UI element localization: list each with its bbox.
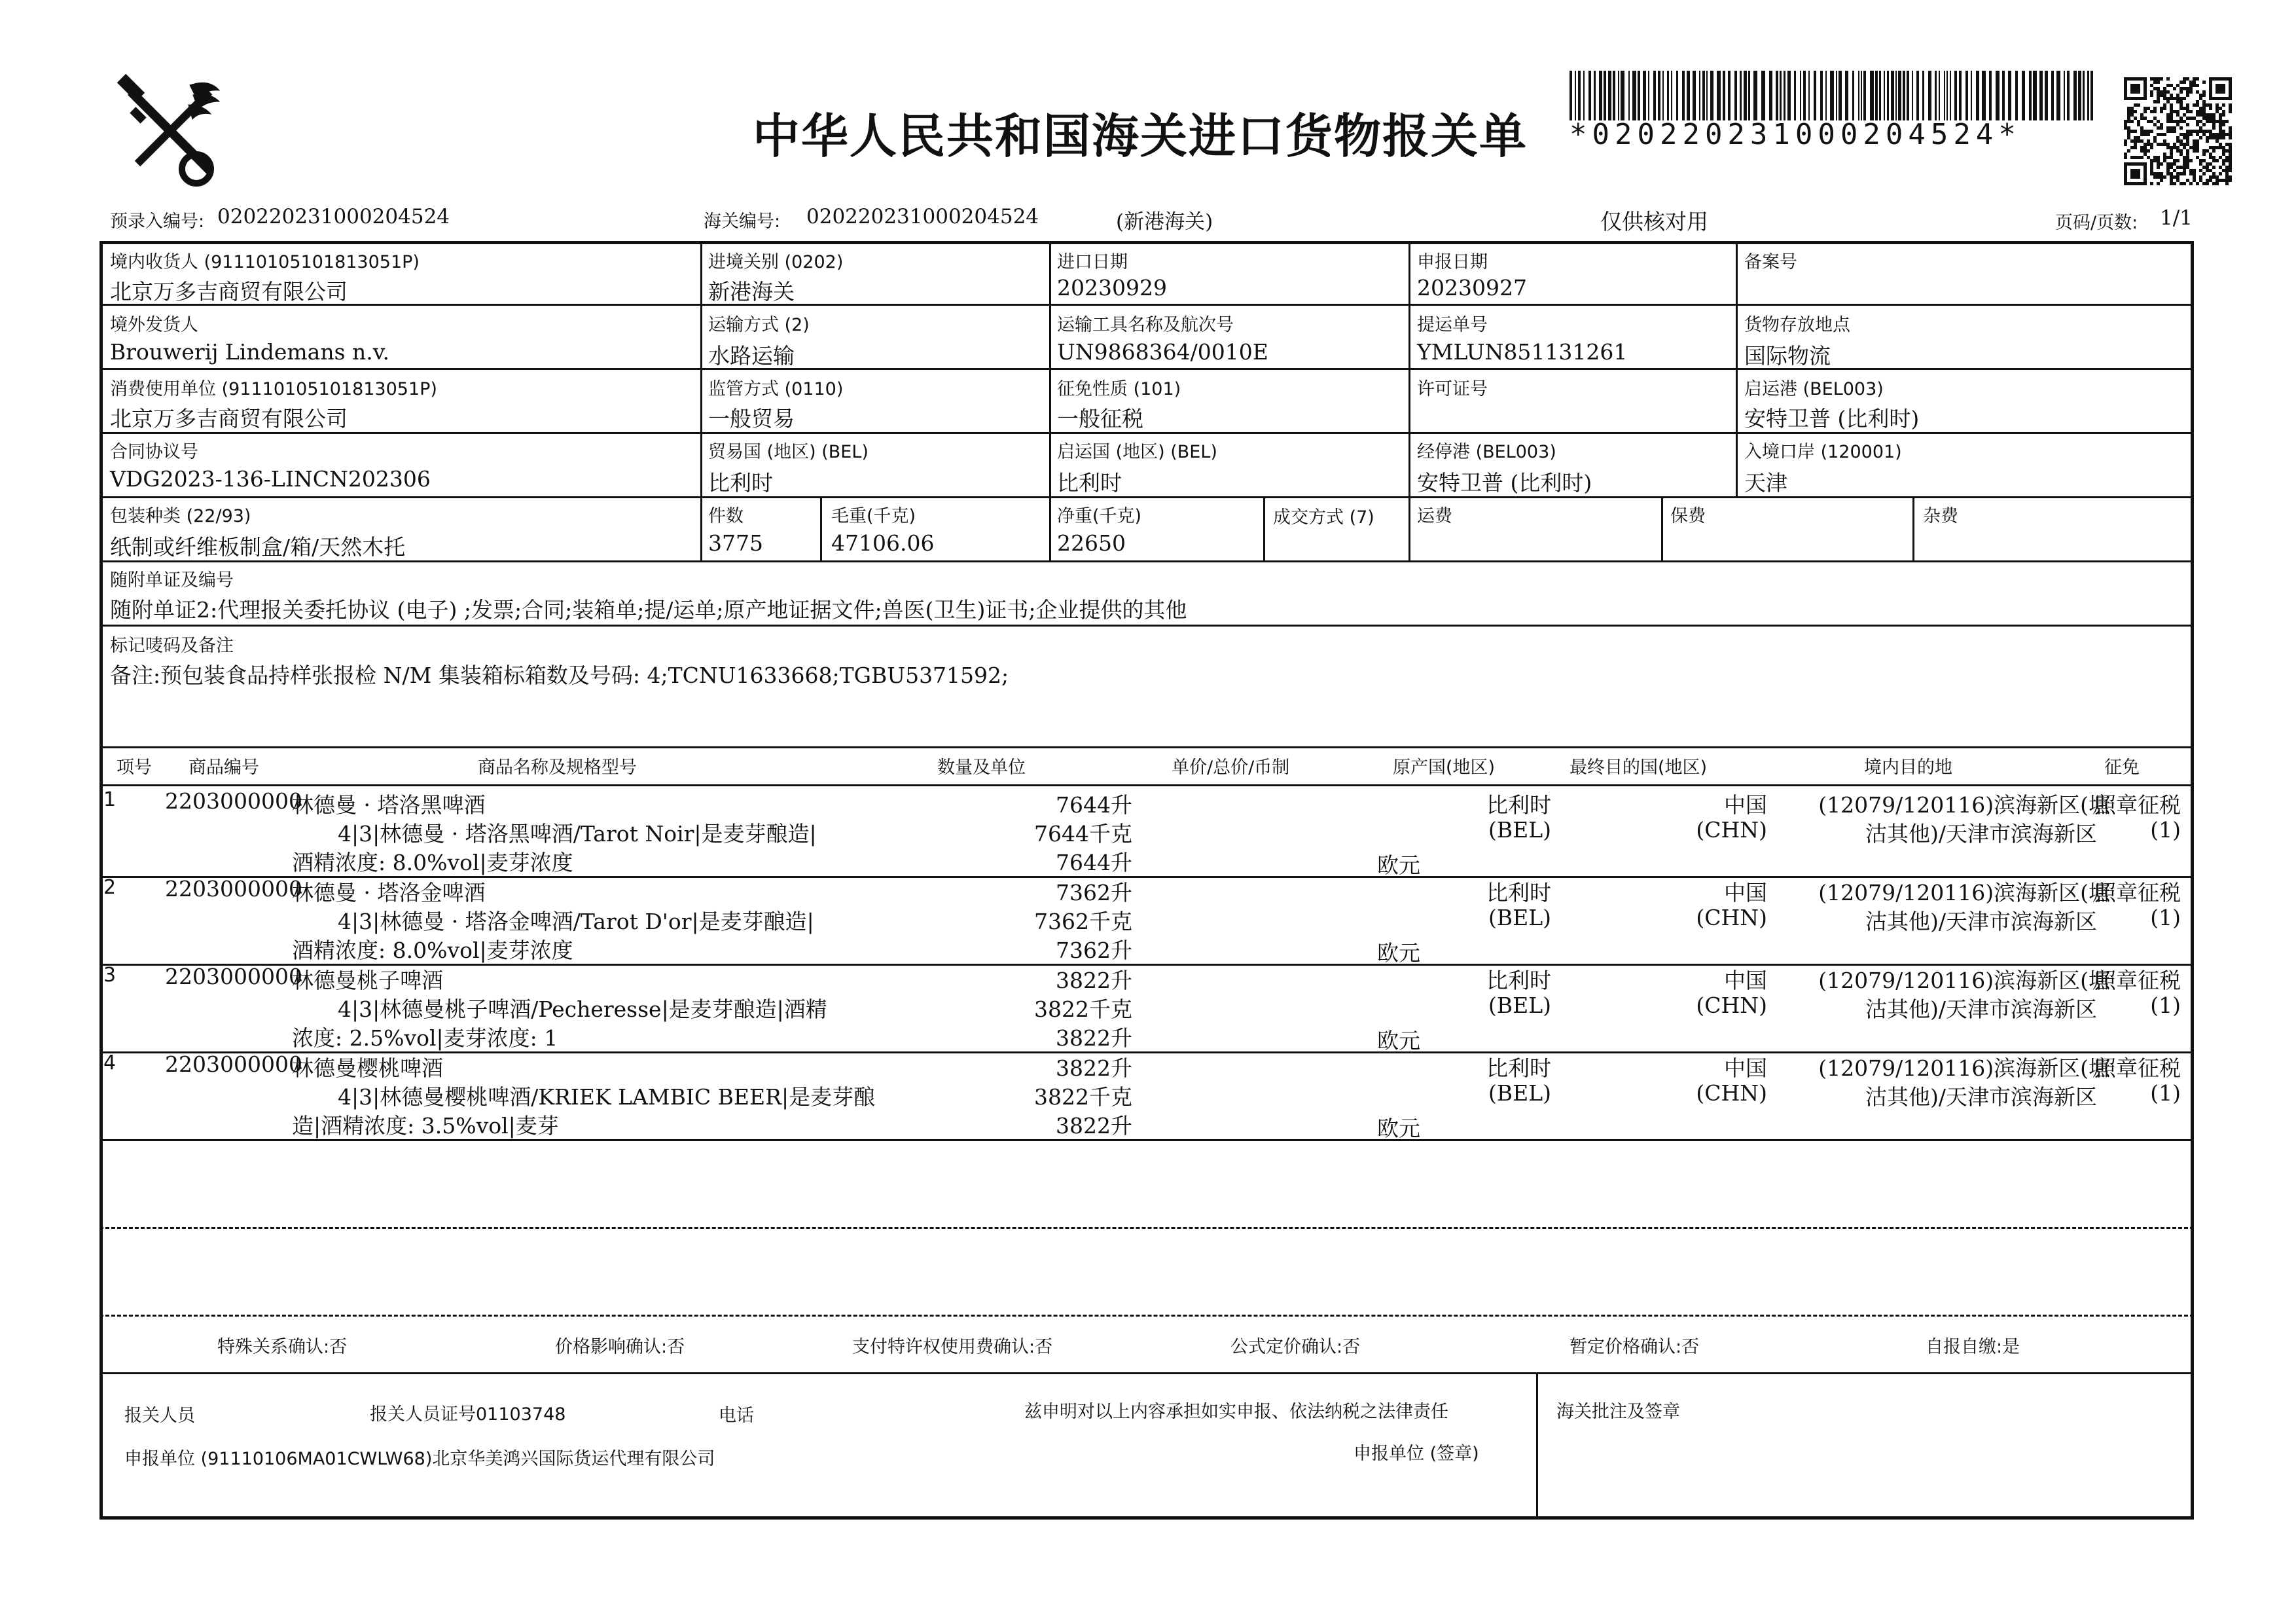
goods-dest: 中国	[1724, 968, 1767, 993]
col-domestic-dest: 境内目的地	[1864, 757, 1952, 778]
goods-origin: 比利时	[1486, 968, 1551, 993]
goods-dest-code: (CHN)	[1696, 1080, 1767, 1106]
net-weight-value: 22650	[1057, 530, 1126, 556]
consignee-value: 北京万多吉商贸有限公司	[110, 279, 348, 304]
goods-tax1: 照章征税	[2094, 968, 2181, 993]
qr-code-icon	[2124, 77, 2232, 185]
col-item-no: 项号	[117, 757, 152, 778]
goods-origin-code: (BEL)	[1488, 993, 1551, 1018]
tax-nature-value: 一般征税	[1057, 406, 1143, 431]
contract-label: 合同协议号	[110, 442, 198, 462]
gross-weight-value: 47106.06	[831, 530, 935, 556]
marks-value: 备注:预包装食品持样张报检 N/M 集装箱标箱数及号码: 4;TCNU1633668;TGBU5371592;	[110, 663, 1009, 688]
trade-country-value: 比利时	[708, 470, 773, 496]
storage-value: 国际物流	[1744, 343, 1831, 369]
declaring-unit: 申报单位 (91110106MA01CWLW68)北京华美鸿兴国际货运代理有限公司	[124, 1449, 715, 1469]
stop-port-label: 经停港 (BEL003)	[1417, 442, 1556, 462]
gross-weight-label: 毛重(千克)	[831, 506, 916, 526]
pieces-label: 件数	[708, 506, 744, 526]
pre-entry-number: 020220231000204524	[217, 205, 450, 228]
col-hs-code: 商品编号	[188, 757, 259, 778]
insurance-label: 保费	[1670, 506, 1706, 526]
special-relation-confirm: 特殊关系确认:否	[217, 1337, 348, 1357]
goods-dest-code: (CHN)	[1696, 993, 1767, 1018]
col-origin: 原产国(地区)	[1393, 757, 1496, 778]
goods-spec2: 酒精浓度: 8.0%vol|麦芽浓度	[292, 938, 573, 963]
import-date-value: 20230929	[1057, 275, 1167, 301]
freight-label: 运费	[1417, 506, 1452, 526]
formula-price-confirm: 公式定价确认:否	[1230, 1337, 1361, 1357]
goods-origin: 比利时	[1486, 1055, 1551, 1081]
goods-code: 2203000000	[165, 964, 302, 989]
goods-q2: 3822千克	[1034, 996, 1132, 1022]
depart-country-label: 启运国 (地区) (BEL)	[1057, 442, 1217, 462]
vessel-value: UN9868364/0010E	[1057, 339, 1268, 365]
col-tax-mode: 征免	[2104, 757, 2140, 778]
import-date-label: 进口日期	[1057, 252, 1128, 272]
goods-no: 4	[103, 1051, 117, 1074]
declare-date-value: 20230927	[1417, 275, 1527, 301]
price-effect-confirm: 价格影响确认:否	[555, 1337, 685, 1357]
goods-no: 2	[103, 876, 117, 899]
shipper-label: 境外发货人	[110, 315, 198, 335]
goods-q1: 7644升	[1056, 792, 1132, 818]
barcode-icon	[1570, 71, 2093, 120]
goods-tax1: 照章征税	[2094, 792, 2181, 818]
goods-currency: 欧元	[1377, 940, 1420, 966]
net-weight-label: 净重(千克)	[1057, 506, 1142, 526]
customs-approval: 海关批注及签章	[1556, 1402, 1680, 1422]
royalty-confirm: 支付特许权使用费确认:否	[852, 1337, 1053, 1357]
goods-origin-code: (BEL)	[1488, 905, 1551, 930]
goods-tax1: 照章征税	[2094, 880, 2181, 905]
page-number: 1/1	[2160, 206, 2193, 230]
goods-q1: 3822升	[1056, 1055, 1132, 1081]
goods-dest: 中国	[1724, 880, 1767, 905]
goods-domestic2: 沽其他)/天津市滨海新区	[1865, 996, 2097, 1022]
goods-origin: 比利时	[1486, 880, 1551, 905]
goods-q1: 3822升	[1056, 968, 1132, 993]
goods-name: 林德曼樱桃啤酒	[292, 1055, 443, 1081]
trade-country-label: 贸易国 (地区) (BEL)	[708, 442, 869, 462]
goods-spec1: 4|3|林德曼樱桃啤酒/KRIEK LAMBIC BEER|是麦芽酿	[338, 1084, 876, 1110]
goods-domestic2: 沽其他)/天津市滨海新区	[1865, 821, 2097, 847]
page-label: 页码/页数:	[2055, 213, 2138, 233]
goods-dest-code: (CHN)	[1696, 905, 1767, 930]
entry-customs-label: 进境关别 (0202)	[708, 252, 844, 272]
deal-mode-label: 成交方式 (7)	[1273, 507, 1374, 528]
shipper-value: Brouwerij Lindemans n.v.	[110, 339, 389, 365]
depart-port-value: 安特卫普 (比利时)	[1744, 406, 1920, 431]
goods-domestic1: (12079/120116)滨海新区(塘	[1818, 880, 2110, 905]
customs-no-label: 海关编号:	[704, 211, 781, 232]
goods-tax2: (1)	[2150, 817, 2181, 843]
goods-currency: 欧元	[1377, 1116, 1420, 1141]
goods-dest-code: (CHN)	[1696, 817, 1767, 843]
entry-port-value: 天津	[1744, 470, 1787, 496]
supervision-value: 一般贸易	[708, 406, 795, 431]
package-value: 纸制或纤维板制盒/箱/天然木托	[110, 534, 406, 560]
goods-spec2: 酒精浓度: 8.0%vol|麦芽浓度	[292, 850, 573, 875]
depart-country-value: 比利时	[1057, 470, 1122, 496]
goods-origin-code: (BEL)	[1488, 1080, 1551, 1106]
goods-dest: 中国	[1724, 1055, 1767, 1081]
goods-q2: 7362千克	[1034, 909, 1132, 934]
notice-text: 仅供核对用	[1600, 209, 1708, 234]
customs-emblem-icon	[111, 72, 229, 190]
goods-name: 林德曼 · 塔洛黑啤酒	[292, 792, 486, 818]
vessel-label: 运输工具名称及航次号	[1057, 315, 1234, 335]
goods-name: 林德曼 · 塔洛金啤酒	[292, 880, 486, 905]
goods-q3: 7362升	[1056, 938, 1132, 963]
self-pay-confirm: 自报自缴:是	[1926, 1337, 2020, 1357]
col-quantity: 数量及单位	[937, 757, 1026, 778]
transport-mode-label: 运输方式 (2)	[708, 315, 810, 335]
goods-domestic1: (12079/120116)滨海新区(塘	[1818, 792, 2110, 818]
docs-label: 随附单证及编号	[110, 570, 234, 591]
goods-name: 林德曼桃子啤酒	[292, 968, 443, 993]
customs-office: (新港海关)	[1116, 210, 1213, 234]
goods-q1: 7362升	[1056, 880, 1132, 905]
goods-spec2: 造|酒精浓度: 3.5%vol|麦芽	[292, 1113, 559, 1139]
goods-domestic1: (12079/120116)滨海新区(塘	[1818, 968, 2110, 993]
phone-label: 电话	[719, 1406, 754, 1426]
goods-currency: 欧元	[1377, 852, 1420, 878]
goods-tax2: (1)	[2150, 993, 2181, 1018]
declarant-cert: 报关人员证号01103748	[370, 1404, 566, 1425]
declarant-label: 报关人员	[124, 1406, 195, 1426]
goods-code: 2203000000	[165, 788, 302, 814]
goods-no: 3	[103, 964, 117, 987]
package-label: 包装种类 (22/93)	[110, 506, 251, 526]
bl-label: 提运单号	[1417, 315, 1488, 335]
goods-code: 2203000000	[165, 876, 302, 902]
tax-nature-label: 征免性质 (101)	[1057, 379, 1181, 399]
goods-code: 2203000000	[165, 1051, 302, 1077]
marks-label: 标记唛码及备注	[110, 636, 234, 656]
goods-spec1: 4|3|林德曼 · 塔洛金啤酒/Tarot D'or|是麦芽酿造|	[338, 909, 814, 934]
goods-tax2: (1)	[2150, 1080, 2181, 1106]
goods-dest: 中国	[1724, 792, 1767, 818]
goods-q2: 7644千克	[1034, 821, 1132, 847]
pieces-value: 3775	[708, 530, 763, 556]
goods-spec1: 4|3|林德曼桃子啤酒/Pecheresse|是麦芽酿造|酒精	[338, 996, 827, 1022]
goods-domestic1: (12079/120116)滨海新区(塘	[1818, 1055, 2110, 1081]
goods-domestic2: 沽其他)/天津市滨海新区	[1865, 1084, 2097, 1110]
entry-port-label: 入境口岸 (120001)	[1744, 442, 1902, 462]
consignee-label: 境内收货人 (91110105101813051P)	[110, 252, 420, 272]
entry-customs-value: 新港海关	[708, 279, 795, 304]
goods-domestic2: 沽其他)/天津市滨海新区	[1865, 909, 2097, 934]
transport-mode-value: 水路运输	[708, 343, 795, 369]
goods-q2: 3822千克	[1034, 1084, 1132, 1110]
provisional-price-confirm: 暂定价格确认:否	[1570, 1337, 1700, 1357]
consumer-value: 北京万多吉商贸有限公司	[110, 406, 348, 431]
declaring-unit-seal: 申报单位 (签章)	[1354, 1444, 1479, 1464]
col-destination: 最终目的国(地区)	[1570, 757, 1708, 778]
depart-port-label: 启运港 (BEL003)	[1744, 379, 1884, 399]
col-price: 单价/总价/币制	[1172, 757, 1290, 778]
declaration-statement: 兹申明对以上内容承担如实申报、依法纳税之法律责任	[1024, 1402, 1448, 1422]
goods-currency: 欧元	[1377, 1028, 1420, 1053]
barcode-text: *020220231000204524*	[1570, 118, 2021, 151]
customs-number: 020220231000204524	[806, 205, 1039, 228]
declare-date-label: 申报日期	[1417, 252, 1488, 272]
misc-fee-label: 杂费	[1923, 506, 1958, 526]
goods-spec1: 4|3|林德曼 · 塔洛黑啤酒/Tarot Noir|是麦芽酿造|	[338, 821, 817, 847]
contract-value: VDG2023-136-LINCN202306	[110, 466, 431, 492]
goods-spec2: 浓度: 2.5%vol|麦芽浓度: 1	[292, 1025, 558, 1051]
docs-value: 随附单证2:代理报关委托协议 (电子) ;发票;合同;装箱单;提/运单;原产地证据文件;兽医(卫生)证书;企业提供的其他	[110, 597, 1187, 623]
stop-port-value: 安特卫普 (比利时)	[1417, 470, 1592, 496]
document-title: 中华人民共和国海关进口货物报关单	[753, 109, 1528, 164]
pre-entry-label: 预录入编号:	[110, 211, 205, 232]
goods-tax2: (1)	[2150, 905, 2181, 930]
goods-origin: 比利时	[1486, 792, 1551, 818]
goods-tax1: 照章征税	[2094, 1055, 2181, 1081]
supervision-label: 监管方式 (0110)	[708, 379, 844, 399]
storage-label: 货物存放地点	[1744, 315, 1850, 335]
goods-q3: 7644升	[1056, 850, 1132, 875]
col-goods-name: 商品名称及规格型号	[478, 757, 637, 778]
goods-origin-code: (BEL)	[1488, 817, 1551, 843]
goods-q3: 3822升	[1056, 1113, 1132, 1139]
license-label: 许可证号	[1417, 379, 1488, 399]
bl-value: YMLUN851131261	[1417, 339, 1628, 365]
goods-q3: 3822升	[1056, 1025, 1132, 1051]
consumer-label: 消费使用单位 (91110105101813051P)	[110, 379, 437, 399]
record-no-label: 备案号	[1744, 252, 1797, 272]
goods-no: 1	[103, 788, 117, 811]
